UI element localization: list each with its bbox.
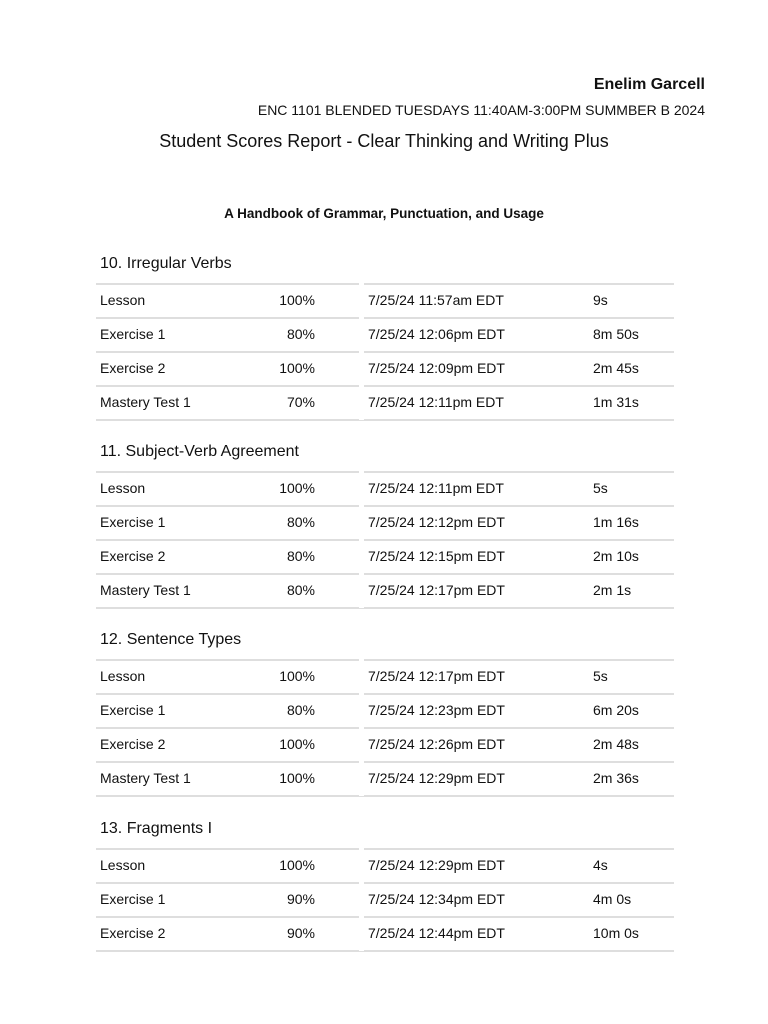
completion-date: 7/25/24 12:15pm EDT — [368, 548, 505, 564]
score-value: 90% — [286, 925, 315, 941]
section-subject-verb-agreement — [96, 442, 674, 609]
score-row — [96, 505, 674, 539]
completion-date: 7/25/24 12:23pm EDT — [368, 702, 505, 718]
score-value: 80% — [286, 326, 315, 342]
activity-name: Lesson — [100, 292, 146, 308]
score-value: 100% — [279, 360, 315, 376]
student-name: Enelim Garcell — [593, 76, 705, 93]
time-spent: 2m 36s — [593, 770, 639, 786]
score-table — [96, 848, 674, 952]
time-spent: 4m 0s — [593, 891, 632, 907]
completion-date: 7/25/24 12:29pm EDT — [368, 857, 505, 873]
time-spent: 2m 1s — [593, 582, 632, 598]
completion-date: 7/25/24 12:17pm EDT — [368, 582, 505, 598]
section-title: 13. Fragments I — [100, 820, 213, 837]
time-spent: 10m 0s — [593, 925, 639, 941]
score-row — [96, 539, 674, 573]
score-row — [96, 727, 674, 761]
section-fragments-i — [96, 819, 674, 952]
score-value: 80% — [286, 514, 315, 530]
report-title: Student Scores Report - Clear Thinking and Writing Plus — [159, 131, 609, 151]
score-value: 80% — [286, 548, 315, 564]
activity-name: Exercise 1 — [100, 891, 166, 907]
score-row — [96, 351, 674, 385]
section-title: 10. Irregular Verbs — [100, 255, 232, 272]
activity-name: Exercise 2 — [100, 925, 166, 941]
score-value: 80% — [286, 702, 315, 718]
activity-name: Mastery Test 1 — [100, 582, 191, 598]
time-spent: 5s — [593, 480, 608, 496]
activity-name: Exercise 2 — [100, 360, 166, 376]
score-value: 90% — [286, 891, 315, 907]
score-value: 80% — [286, 582, 315, 598]
completion-date: 7/25/24 11:57am EDT — [368, 292, 504, 308]
score-row — [96, 471, 674, 505]
score-row — [96, 882, 674, 916]
score-row — [96, 283, 674, 317]
activity-name: Mastery Test 1 — [100, 394, 191, 410]
score-row — [96, 848, 674, 882]
activity-name: Lesson — [100, 668, 146, 684]
time-spent: 4s — [593, 857, 608, 873]
score-value: 100% — [279, 770, 315, 786]
score-value: 70% — [286, 394, 315, 410]
score-table — [96, 471, 674, 609]
completion-date: 7/25/24 12:29pm EDT — [368, 770, 505, 786]
activity-name: Exercise 2 — [100, 736, 166, 752]
score-row — [96, 693, 674, 727]
course-name: ENC 1101 BLENDED TUESDAYS 11:40AM-3:00PM SUMMBER B 2024 — [257, 102, 705, 118]
score-row — [96, 659, 674, 693]
score-row — [96, 916, 674, 952]
completion-date: 7/25/24 12:11pm EDT — [368, 480, 504, 496]
activity-name: Lesson — [100, 857, 146, 873]
time-spent: 5s — [593, 668, 608, 684]
activity-name: Exercise 1 — [100, 326, 166, 342]
completion-date: 7/25/24 12:09pm EDT — [368, 360, 505, 376]
time-spent: 2m 45s — [593, 360, 639, 376]
activity-name: Exercise 1 — [100, 514, 166, 530]
activity-name: Mastery Test 1 — [100, 770, 191, 786]
score-value: 100% — [279, 292, 315, 308]
activity-name: Lesson — [100, 480, 146, 496]
completion-date: 7/25/24 12:17pm EDT — [368, 668, 505, 684]
completion-date: 7/25/24 12:06pm EDT — [368, 326, 505, 342]
time-spent: 2m 10s — [593, 548, 639, 564]
score-row — [96, 317, 674, 351]
score-value: 100% — [279, 736, 315, 752]
time-spent: 2m 48s — [593, 736, 639, 752]
completion-date: 7/25/24 12:26pm EDT — [368, 736, 505, 752]
score-table — [96, 283, 674, 421]
section-sentence-types — [96, 630, 674, 797]
section-irregular-verbs — [96, 254, 674, 421]
time-spent: 6m 20s — [593, 702, 639, 718]
score-row — [96, 573, 674, 609]
score-value: 100% — [279, 480, 315, 496]
time-spent: 8m 50s — [593, 326, 639, 342]
score-row — [96, 385, 674, 421]
book-title: A Handbook of Grammar, Punctuation, and Usage — [224, 206, 544, 221]
completion-date: 7/25/24 12:44pm EDT — [368, 925, 505, 941]
score-table — [96, 659, 674, 797]
completion-date: 7/25/24 12:12pm EDT — [368, 514, 505, 530]
section-title: 11. Subject-Verb Agreement — [100, 443, 299, 460]
activity-name: Exercise 2 — [100, 548, 166, 564]
time-spent: 1m 16s — [593, 514, 639, 530]
section-title: 12. Sentence Types — [100, 631, 242, 648]
time-spent: 9s — [593, 292, 608, 308]
completion-date: 7/25/24 12:34pm EDT — [368, 891, 505, 907]
completion-date: 7/25/24 12:11pm EDT — [368, 394, 504, 410]
activity-name: Exercise 1 — [100, 702, 166, 718]
score-value: 100% — [279, 857, 315, 873]
score-row — [96, 761, 674, 797]
score-value: 100% — [279, 668, 315, 684]
time-spent: 1m 31s — [593, 394, 639, 410]
